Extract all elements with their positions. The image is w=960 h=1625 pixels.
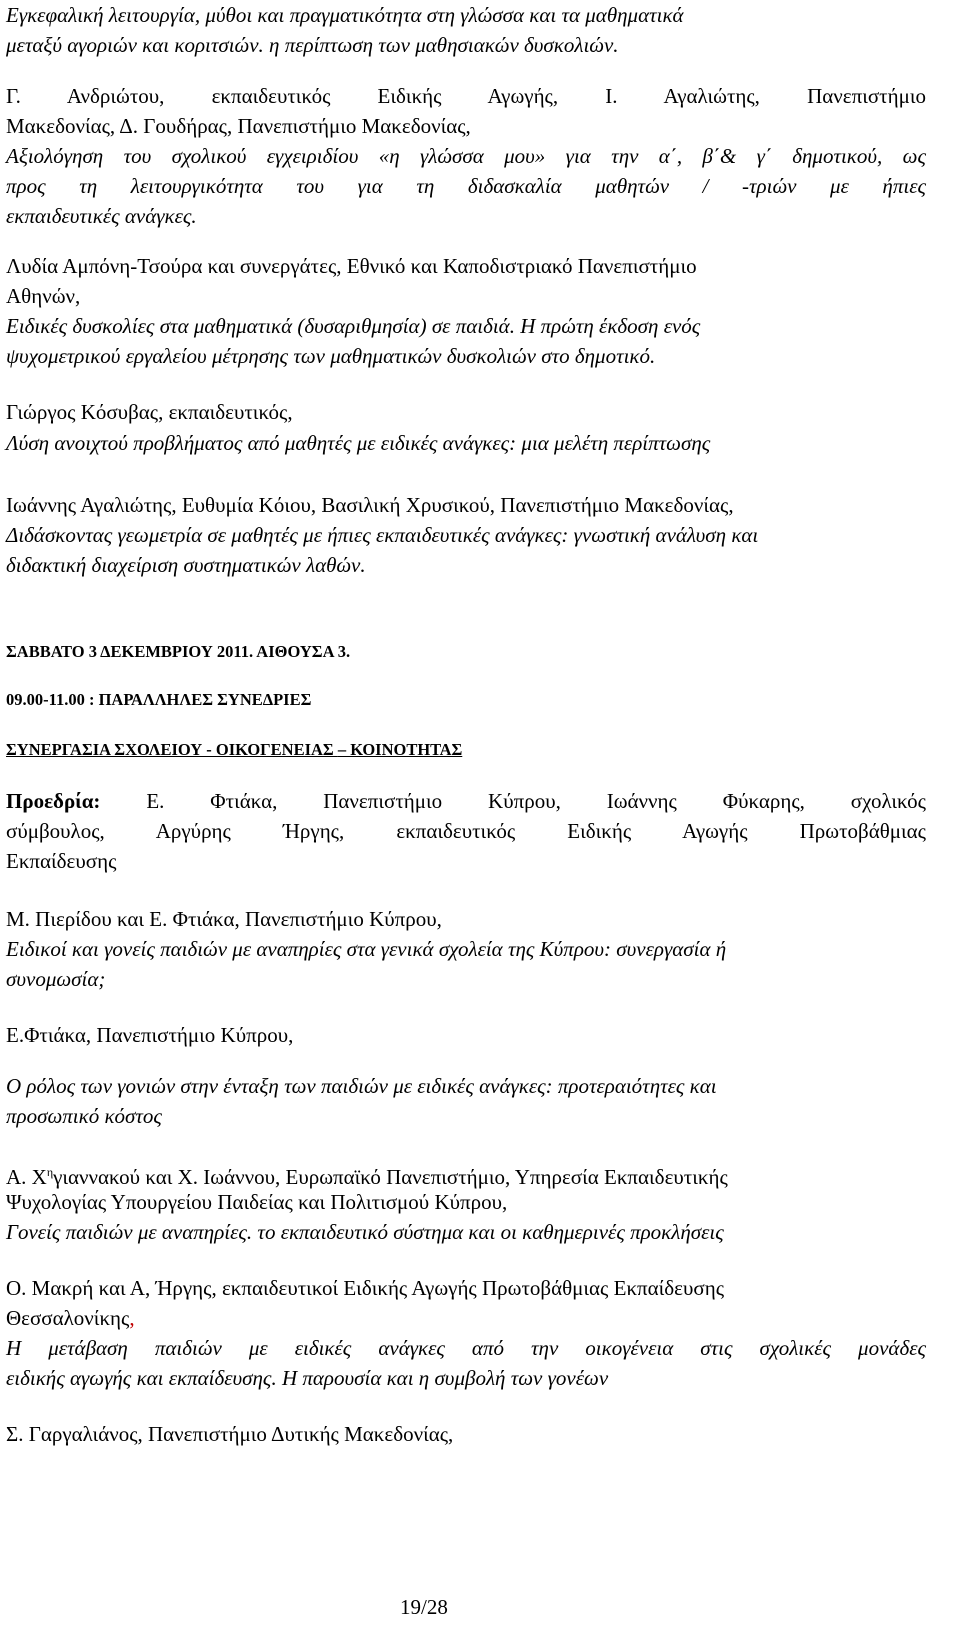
entry-1-title-line-2: μεταξύ αγοριών και κοριτσιών. η περίπτωση των μαθησιακών δυσκολιών. (6, 33, 619, 57)
paper-4-authors-line-1: Ο. Μακρή και Α, Ήργης, εκπαιδευτικοί Ειδικής Αγωγής Πρωτοβάθμιας Εκπαίδευσης (6, 1276, 725, 1300)
paper-5-author: Σ. Γαργαλιάνος, Πανεπιστήμιο Δυτικής Μακεδονίας, (6, 1422, 454, 1446)
entry-3-authors-line-1: Λυδία Αμπόνη-Τσούρα και συνεργάτες, Εθνικό και Καποδιστριακό Πανεπιστήμιο (6, 254, 697, 278)
session-theme-part-2: – ΚΟΙΝΟΤΗΤΑΣ (337, 740, 463, 759)
entry-5-title-line-1: Διδάσκοντας γεωμετρία σε μαθητές με ήπιες εκπαιδευτικές ανάγκες: γνωστική ανάλυση και (6, 523, 759, 547)
paper-4-city: Θεσσαλονίκης (6, 1306, 130, 1330)
session-date-heading: ΣΑΒΒΑΤΟ 3 ΔΕΚΕΜΒΡΙΟΥ 2011. ΑΙΘΟΥΣΑ 3. (6, 642, 351, 661)
entry-1-title-line-1: Εγκεφαλική λειτουργία, μύθοι και πραγματικότητα στη γλώσσα και τα μαθηματικά (6, 3, 684, 27)
paper-4-title-line-2: ειδικής αγωγής και εκπαίδευσης. Η παρουσία και η συμβολή των γονέων (6, 1366, 609, 1390)
entry-3-authors-line-2: Αθηνών, (6, 284, 81, 308)
entry-2-authors-line-1: Γ. Ανδριώτου, εκπαιδευτικός Ειδικής Αγωγής, Ι. Αγαλιώτης, Πανεπιστήμιο (6, 84, 926, 108)
paper-2-author: Ε.Φτιάκα, Πανεπιστήμιο Κύπρου, (6, 1023, 294, 1047)
chair-line-2: σύμβουλος, Αργύρης Ήργης, εκπαιδευτικός Ειδικής Αγωγής Πρωτοβάθμιας (6, 819, 926, 843)
paper-3-authors-line-2: Ψυχολογίας Υπουργείου Παιδείας και Πολιτισμού Κύπρου, (6, 1190, 508, 1214)
entry-2-title-line-3: εκπαιδευτικές ανάγκες. (6, 204, 197, 228)
entry-3-title-line-2: ψυχομετρικού εργαλείου μέτρησης των μαθηματικών δυσκολιών στο δημοτικό. (6, 344, 656, 368)
entry-2-title-line-1: Αξιολόγηση του σχολικού εγχειριδίου «η γλώσσα μου» για την α΄, β΄& γ΄ δημοτικού, ως (6, 144, 926, 168)
paper-3-title: Γονείς παιδιών με αναπηρίες. το εκπαιδευτικό σύστημα και οι καθημερινές προκλήσεις (6, 1220, 724, 1244)
entry-4-author: Γιώργος Κόσυβας, εκπαιδευτικός, (6, 400, 293, 424)
entry-3-title-line-1: Ειδικές δυσκολίες στα μαθηματικά (δυσαριθμησία) σε παιδιά. Η πρώτη έκδοση ενός (6, 314, 701, 338)
chair-line-3: Εκπαίδευσης (6, 849, 117, 873)
chair-line-1 (6, 786, 926, 816)
paper-3-author-prefix: Α. Χ (6, 1165, 47, 1189)
paper-1-title-line-1: Ειδικοί και γονείς παιδιών με αναπηρίες στα γενικά σχολεία της Κύπρου: συνεργασία ή (6, 937, 727, 961)
paper-1-title-line-2: συνομωσία; (6, 967, 106, 991)
paper-3-superscript: η (46, 1165, 54, 1179)
chair-names-1: Ε. Φτιάκα, Πανεπιστήμιο Κύπρου, Ιωάννης Φύκαρης, σχολικός (100, 789, 926, 813)
session-time-heading: 09.00-11.00 : ΠΑΡΑΛΛΗΛΕΣ ΣΥΝΕΔΡΙΕΣ (6, 690, 312, 709)
paper-4-title-line-1: Η μετάβαση παιδιών με ειδικές ανάγκες από την οικογένεια στις σχολικές μονάδες (6, 1336, 926, 1360)
entry-5-title-line-2: διδακτική διαχείριση συστηματικών λαθών. (6, 553, 366, 577)
paper-2-title-line-1: Ο ρόλος των γονιών στην ένταξη των παιδιών με ειδικές ανάγκες: προτεραιότητες και (6, 1074, 717, 1098)
session-theme-heading (6, 735, 462, 765)
paper-3-author-rest: γιαννακού και Χ. Ιωάννου, Ευρωπαϊκό Πανεπιστήμιο, Υπηρεσία Εκπαιδευτικής (53, 1165, 728, 1189)
paper-4-red-comma: , (129, 1306, 135, 1330)
entry-4-title: Λύση ανοιχτού προβλήματος από μαθητές με ειδικές ανάγκες: μια μελέτη περίπτωσης (6, 431, 711, 455)
entry-5-authors: Ιωάννης Αγαλιώτης, Ευθυμία Κόιου, Βασιλική Χρυσικού, Πανεπιστήμιο Μακεδονίας, (6, 493, 734, 517)
entry-2-authors-line-2: Μακεδονίας, Δ. Γουδήρας, Πανεπιστήμιο Μακεδονίας, (6, 114, 471, 138)
entry-2-title-line-2: προς τη λειτουργικότητα του για τη διδασκαλία μαθητών / -τριών με ήπιες (6, 174, 926, 198)
chair-label: Προεδρία: (6, 789, 101, 813)
page-number: 19/28 (400, 1595, 448, 1619)
session-theme-part-1: ΣΥΝΕΡΓΑΣΙΑ ΣΧΟΛΕΙΟΥ - ΟΙΚΟΓΕΝΕΙΑΣ (6, 740, 338, 759)
paper-4-authors-line-2 (6, 1303, 135, 1333)
paper-1-authors: Μ. Πιερίδου και Ε. Φτιάκα, Πανεπιστήμιο Κύπρου, (6, 907, 442, 931)
paper-2-title-line-2: προσωπικό κόστος (6, 1104, 162, 1128)
